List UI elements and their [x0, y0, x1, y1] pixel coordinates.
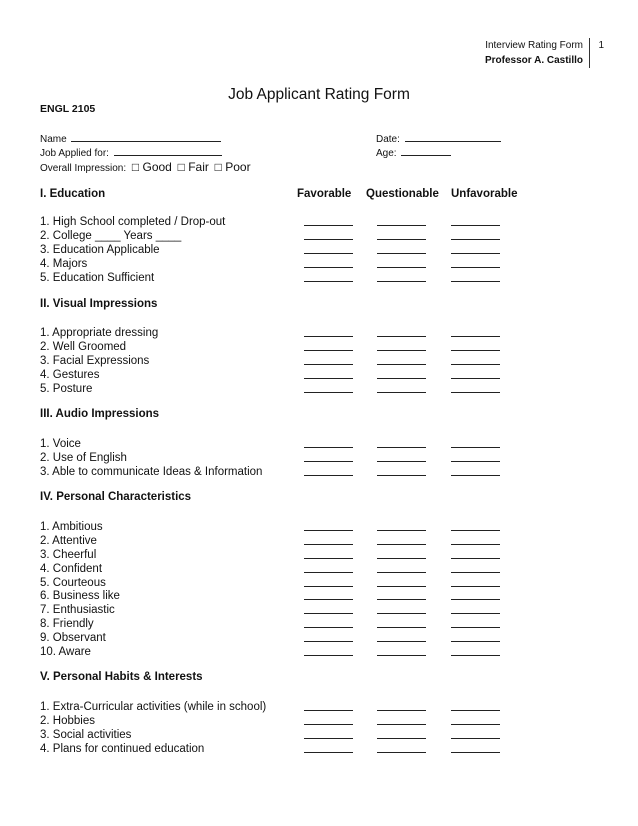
unfavorable-blank[interactable]: [451, 257, 500, 268]
rating-row: [40, 354, 149, 368]
questionable-blank[interactable]: [377, 243, 426, 254]
favorable-blank[interactable]: [304, 451, 353, 462]
rating-row: [40, 548, 96, 562]
unfavorable-blank[interactable]: [451, 382, 500, 393]
item-label: 4. Plans for continued education: [40, 743, 205, 755]
questionable-blank[interactable]: [377, 382, 426, 393]
rating-row: [40, 243, 160, 257]
page-title: Job Applicant Rating Form: [228, 86, 410, 103]
section-title: II. Visual Impressions: [40, 298, 158, 310]
unfavorable-blank[interactable]: [451, 603, 500, 614]
item-label: 1. Extra-Curricular activities (while in school): [40, 701, 267, 713]
item-label: 3. Facial Expressions: [40, 355, 150, 367]
favorable-blank[interactable]: [304, 548, 353, 559]
questionable-blank[interactable]: [377, 617, 426, 628]
favorable-blank[interactable]: [304, 215, 353, 226]
form-name: Interview Rating Form: [485, 40, 583, 51]
unfavorable-blank[interactable]: [451, 645, 500, 656]
name-label: Name: [40, 134, 67, 145]
job-label: Job Applied for:: [40, 148, 109, 159]
rating-row: [40, 728, 131, 742]
professor-name: Professor A. Castillo: [485, 55, 583, 66]
unfavorable-blank[interactable]: [451, 562, 500, 573]
rating-row: [40, 229, 181, 243]
favorable-blank[interactable]: [304, 437, 353, 448]
unfavorable-blank[interactable]: [451, 326, 500, 337]
job-field[interactable]: [40, 145, 222, 161]
questionable-blank[interactable]: [377, 257, 426, 268]
unfavorable-blank[interactable]: [451, 714, 500, 725]
favorable-blank[interactable]: [304, 368, 353, 379]
favorable-blank[interactable]: [304, 229, 353, 240]
course-code: ENGL 2105: [40, 103, 96, 115]
questionable-blank[interactable]: [377, 700, 426, 711]
rating-row: [40, 631, 106, 645]
item-label: 2. Well Groomed: [40, 341, 127, 353]
item-label: 4. Gestures: [40, 369, 100, 381]
age-line[interactable]: [401, 145, 451, 156]
item-label: 2. College ____ Years ____: [40, 230, 182, 242]
date-label: Date:: [376, 134, 400, 145]
questionable-blank[interactable]: [377, 603, 426, 614]
section-title: V. Personal Habits & Interests: [40, 671, 203, 683]
favorable-blank[interactable]: [304, 714, 353, 725]
unfavorable-blank[interactable]: [451, 243, 500, 254]
item-label: 9. Observant: [40, 632, 106, 644]
unfavorable-blank[interactable]: [451, 465, 500, 476]
unfavorable-blank[interactable]: [451, 631, 500, 642]
item-label: 8. Friendly: [40, 618, 94, 630]
favorable-blank[interactable]: [304, 645, 353, 656]
column-favorable: Favorable: [297, 188, 352, 200]
favorable-blank[interactable]: [304, 326, 353, 337]
favorable-blank[interactable]: [304, 354, 353, 365]
rating-row: [40, 589, 120, 603]
questionable-blank[interactable]: [377, 562, 426, 573]
questionable-blank[interactable]: [377, 229, 426, 240]
favorable-blank[interactable]: [304, 465, 353, 476]
rating-row: [40, 520, 103, 534]
item-label: 5. Courteous: [40, 577, 106, 589]
questionable-blank[interactable]: [377, 589, 426, 600]
rating-row: [40, 700, 266, 714]
date-line[interactable]: [405, 131, 501, 142]
rating-row: [40, 465, 262, 479]
impression-option-good[interactable]: □ Good: [131, 160, 172, 174]
favorable-blank[interactable]: [304, 617, 353, 628]
unfavorable-blank[interactable]: [451, 520, 500, 531]
favorable-blank[interactable]: [304, 728, 353, 739]
item-label: 2. Attentive: [40, 535, 97, 547]
questionable-blank[interactable]: [377, 437, 426, 448]
item-label: 3. Education Applicable: [40, 244, 160, 256]
age-label: Age:: [376, 148, 397, 159]
name-line[interactable]: [71, 131, 221, 142]
column-unfavorable: Unfavorable: [451, 188, 518, 200]
questionable-blank[interactable]: [377, 742, 426, 753]
favorable-blank[interactable]: [304, 520, 353, 531]
unfavorable-blank[interactable]: [451, 340, 500, 351]
questionable-blank[interactable]: [377, 368, 426, 379]
unfavorable-blank[interactable]: [451, 354, 500, 365]
impression-option-poor[interactable]: □ Poor: [214, 160, 251, 174]
questionable-blank[interactable]: [377, 728, 426, 739]
questionable-blank[interactable]: [377, 534, 426, 545]
unfavorable-blank[interactable]: [451, 548, 500, 559]
rating-row: [40, 562, 102, 576]
questionable-blank[interactable]: [377, 714, 426, 725]
item-label: 4. Confident: [40, 563, 103, 575]
questionable-blank[interactable]: [377, 465, 426, 476]
rating-row: [40, 451, 127, 465]
item-label: 1. Voice: [40, 438, 81, 450]
rating-row: [40, 714, 95, 728]
unfavorable-blank[interactable]: [451, 589, 500, 600]
unfavorable-blank[interactable]: [451, 451, 500, 462]
age-field[interactable]: [376, 145, 451, 161]
rating-row: [40, 215, 225, 229]
section-title: IV. Personal Characteristics: [40, 491, 192, 503]
rating-row: [40, 326, 158, 340]
favorable-blank[interactable]: [304, 243, 353, 254]
rating-row: [40, 617, 94, 631]
rating-row: [40, 368, 99, 382]
section-title: I. Education: [40, 188, 106, 200]
section-title: III. Audio Impressions: [40, 408, 160, 420]
unfavorable-blank[interactable]: [451, 576, 500, 587]
rating-row: [40, 645, 91, 659]
item-label: 10. Aware: [40, 646, 91, 658]
column-questionable: Questionable: [366, 188, 439, 200]
unfavorable-blank[interactable]: [451, 742, 500, 753]
favorable-blank[interactable]: [304, 603, 353, 614]
questionable-blank[interactable]: [377, 326, 426, 337]
rating-row: [40, 437, 81, 451]
item-label: 7. Enthusiastic: [40, 604, 115, 616]
item-label: 3. Able to communicate Ideas & Information: [40, 466, 263, 478]
item-label: 6. Business like: [40, 590, 120, 602]
item-label: 3. Cheerful: [40, 549, 97, 561]
item-label: 5. Education Sufficient: [40, 272, 155, 284]
item-label: 1. Appropriate dressing: [40, 327, 159, 339]
rating-row: [40, 742, 204, 756]
page-number: 1: [598, 40, 604, 51]
job-line[interactable]: [114, 145, 222, 156]
questionable-blank[interactable]: [377, 451, 426, 462]
favorable-blank[interactable]: [304, 534, 353, 545]
impression-label: Overall Impression:: [40, 163, 127, 174]
unfavorable-blank[interactable]: [451, 534, 500, 545]
favorable-blank[interactable]: [304, 742, 353, 753]
favorable-blank[interactable]: [304, 257, 353, 268]
rating-row: [40, 257, 87, 271]
questionable-blank[interactable]: [377, 576, 426, 587]
questionable-blank[interactable]: [377, 354, 426, 365]
questionable-blank[interactable]: [377, 340, 426, 351]
item-label: 1. High School completed / Drop-out: [40, 216, 226, 228]
item-label: 5. Posture: [40, 383, 93, 395]
rating-row: [40, 603, 115, 617]
favorable-blank[interactable]: [304, 631, 353, 642]
unfavorable-blank[interactable]: [451, 437, 500, 448]
item-label: 2. Hobbies: [40, 715, 95, 727]
unfavorable-blank[interactable]: [451, 271, 500, 282]
favorable-blank[interactable]: [304, 589, 353, 600]
questionable-blank[interactable]: [377, 645, 426, 656]
item-label: 3. Social activities: [40, 729, 132, 741]
questionable-blank[interactable]: [377, 520, 426, 531]
item-label: 1. Ambitious: [40, 521, 103, 533]
unfavorable-blank[interactable]: [451, 368, 500, 379]
unfavorable-blank[interactable]: [451, 728, 500, 739]
unfavorable-blank[interactable]: [451, 700, 500, 711]
rating-row: [40, 340, 126, 354]
unfavorable-blank[interactable]: [451, 617, 500, 628]
rating-row: [40, 382, 92, 396]
unfavorable-blank[interactable]: [451, 215, 500, 226]
questionable-blank[interactable]: [377, 215, 426, 226]
item-label: 4. Majors: [40, 258, 88, 270]
rating-row: [40, 534, 97, 548]
overall-impression: [40, 160, 251, 174]
questionable-blank[interactable]: [377, 271, 426, 282]
favorable-blank[interactable]: [304, 576, 353, 587]
favorable-blank[interactable]: [304, 382, 353, 393]
favorable-blank[interactable]: [304, 271, 353, 282]
impression-option-fair[interactable]: □ Fair: [177, 160, 209, 174]
header-block: [485, 38, 590, 68]
unfavorable-blank[interactable]: [451, 229, 500, 240]
favorable-blank[interactable]: [304, 340, 353, 351]
questionable-blank[interactable]: [377, 548, 426, 559]
item-label: 2. Use of English: [40, 452, 127, 464]
questionable-blank[interactable]: [377, 631, 426, 642]
rating-row: [40, 271, 154, 285]
favorable-blank[interactable]: [304, 562, 353, 573]
favorable-blank[interactable]: [304, 700, 353, 711]
rating-row: [40, 576, 106, 590]
